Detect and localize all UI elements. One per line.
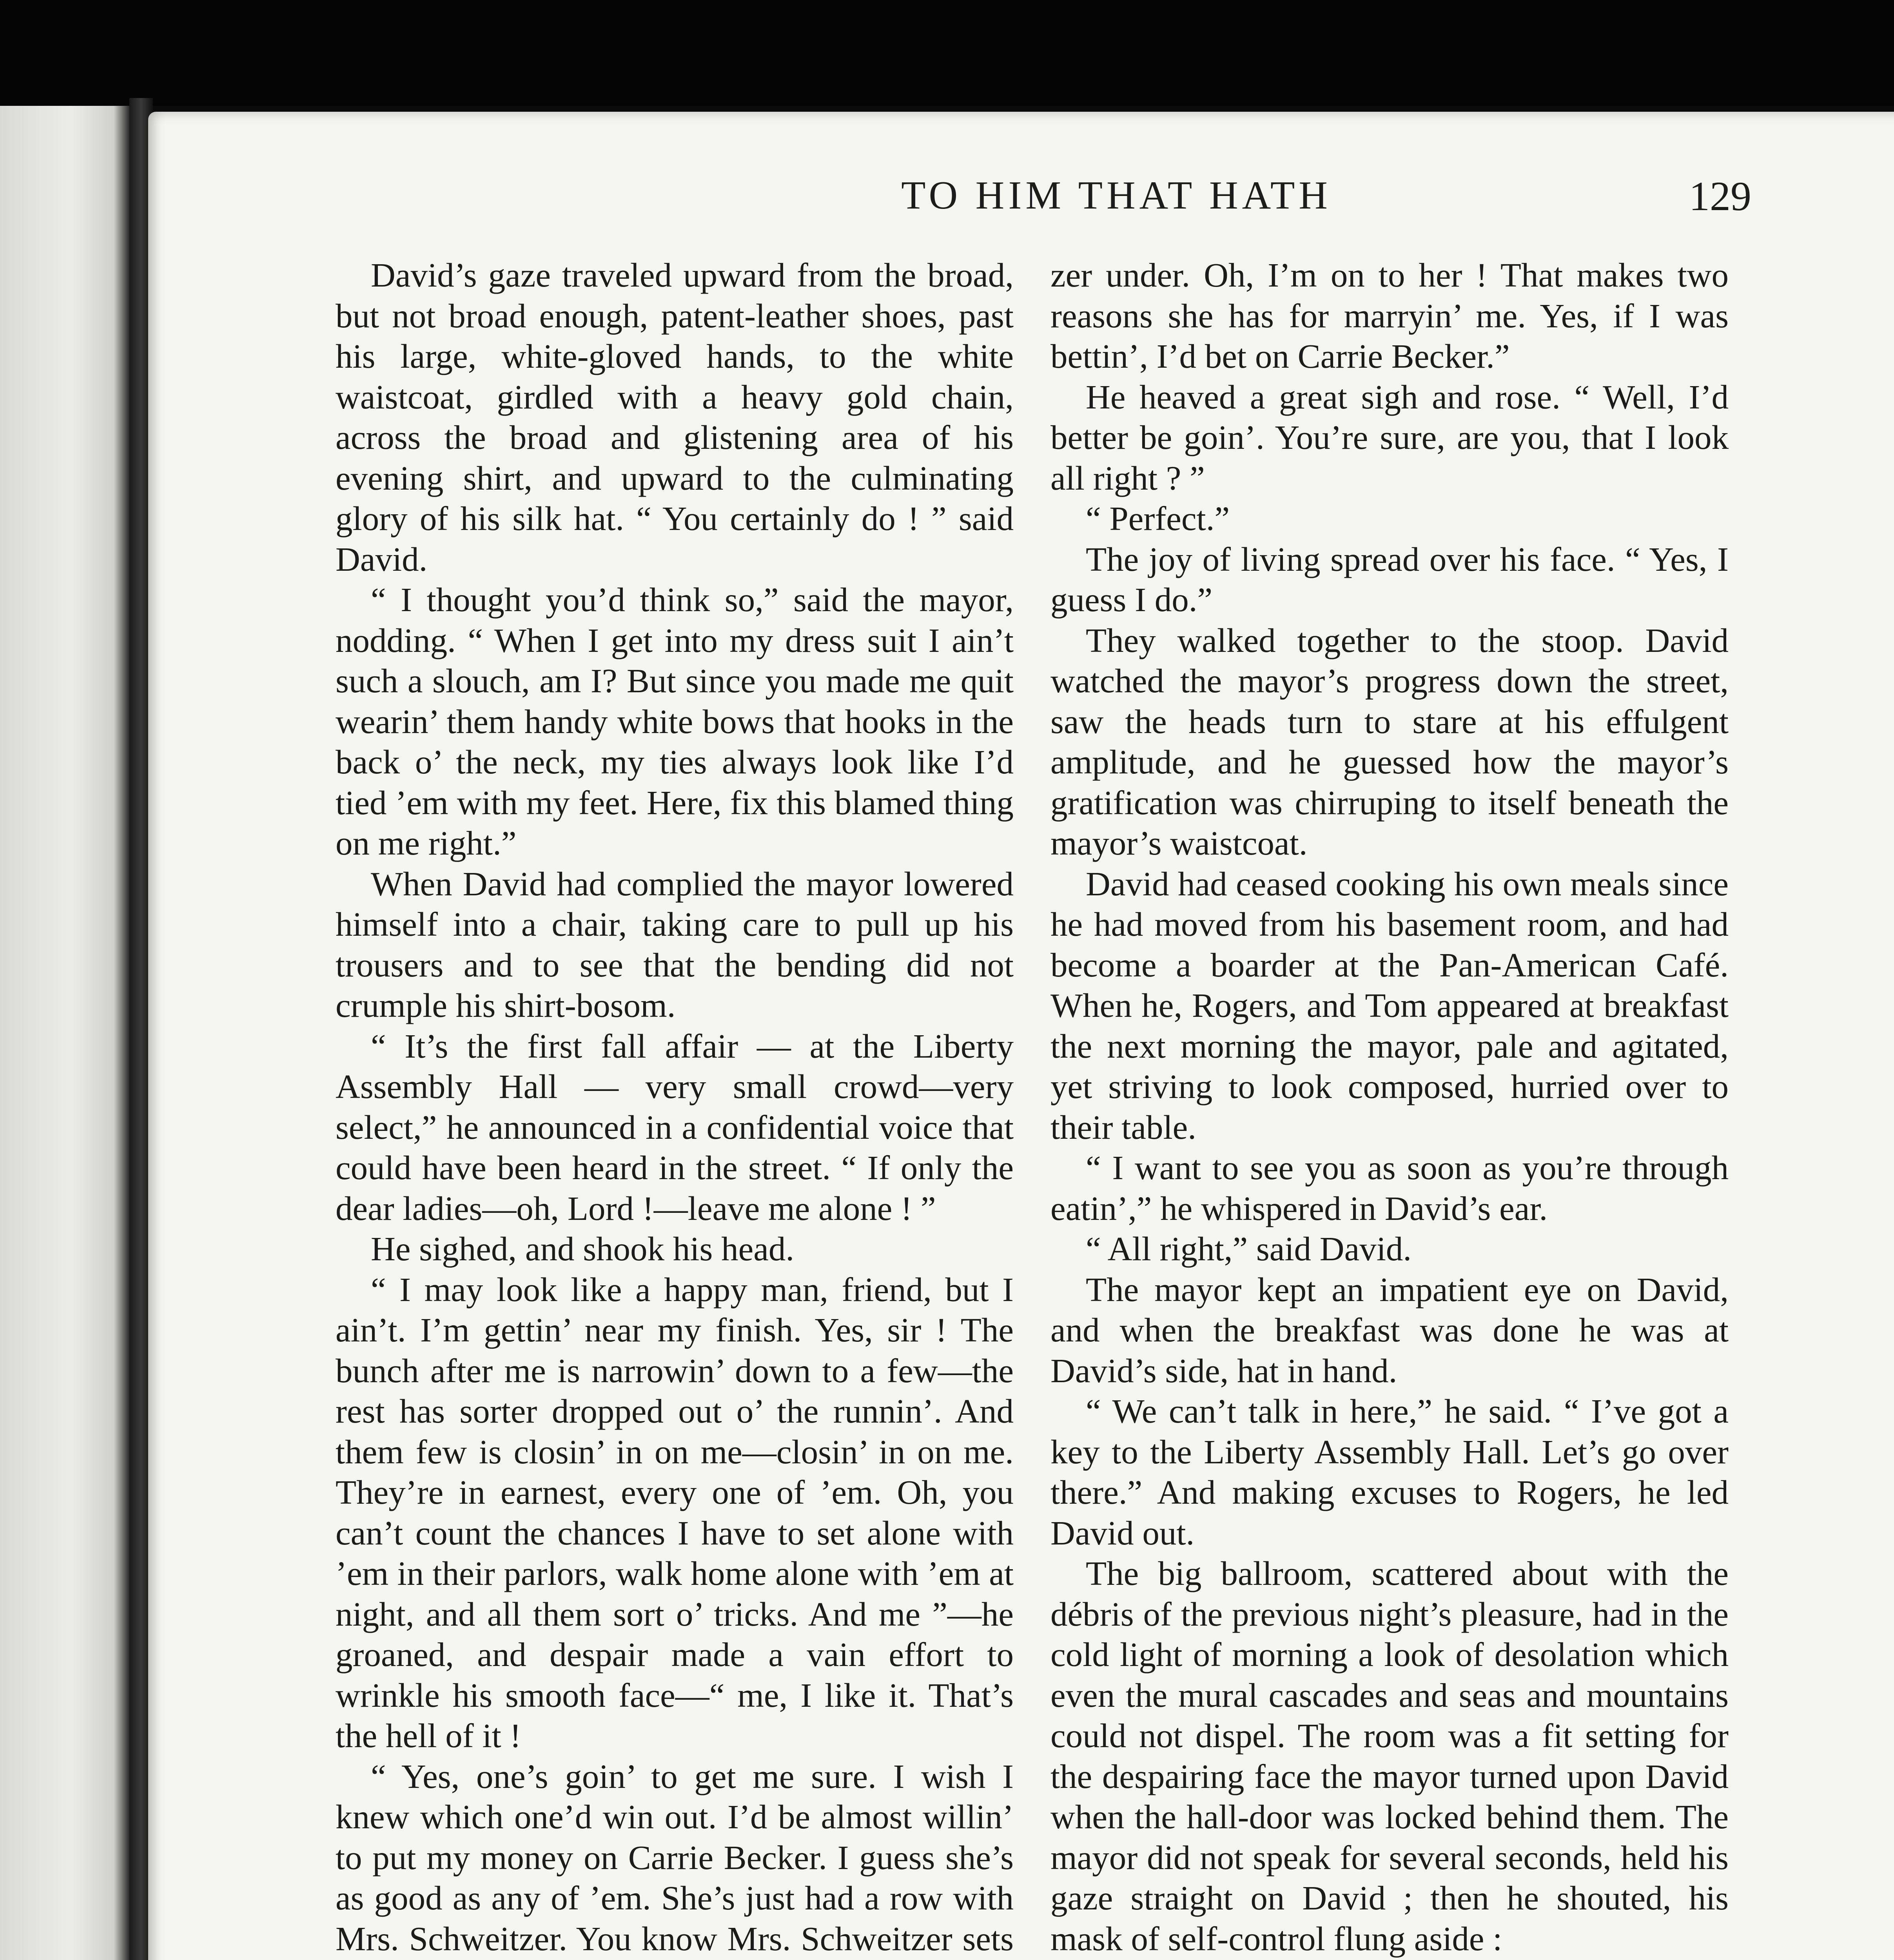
paragraph: “ I may look like a happy man, friend, but I ain’t. I’m gettin’ near my finish. Yes, sir ! The bunch after me is narrowin’ down to a few—the rest has sorter dropped out o’ the runnin’. And them few is closin’ in on me—closin’ in on me. They’re in earnest, every one of ’em. Oh, you can’t count the chances I have to set alone with ’em in their parlors, walk home alone with ’em at night, and all them sort o’ tricks. And me ”—he groaned, and despair made a vain effort to wrinkle his smooth face—“ me, I like it. That’s the hell of it ! <box>336 1270 1014 1755</box>
paragraph: “ Yes, one’s goin’ to get me sure. I wish I knew which one’d win out. I’d be almost willin’ to put my money on Carrie Becker. I guess she’s as good as any of ’em. She’s just had a row with Mrs. Schweitzer. You know Mrs. Schweitzer sets <box>336 1757 1014 1958</box>
paragraph-continued: zer under. Oh, I’m on to her ! That makes two reasons she has for marryin’ me. Yes, if I was bettin’, I’d bet on Carrie Becker.” <box>1050 256 1729 375</box>
right-text-column <box>1050 255 1729 1960</box>
page-header <box>148 172 1894 235</box>
paragraph: The joy of living spread over his face. “ Yes, I guess I do.” <box>1050 540 1729 619</box>
paragraph: He heaved a great sigh and rose. “ Well, I’d better be goin’. You’re sure, are you, that I look all right ? ” <box>1050 377 1729 497</box>
running-title: TO HIM THAT HATH <box>901 173 1332 218</box>
paragraph: “ It’s the first fall affair — at the Liberty Assembly Hall — very small crowd—very select,” he announced in a confidential voice that could have been heard in the street. “ If only the dear ladies—oh, Lord !—leave me alone ! ” <box>336 1027 1014 1227</box>
book-page <box>148 112 1894 1960</box>
paragraph: The mayor kept an impatient eye on David, and when the breakfast was done he was at David’s side, hat in hand. <box>1050 1270 1729 1390</box>
paragraph: “ Perfect.” <box>1086 499 1230 537</box>
left-text-column <box>336 255 1014 1960</box>
paragraph: “ I want to see you as soon as you’re through eatin’,” he whispered in David’s ear. <box>1050 1149 1729 1227</box>
paragraph: “ All right,” said David. <box>1086 1230 1412 1268</box>
facing-page-edge <box>0 106 129 1960</box>
paragraph: “ I thought you’d think so,” said the mayor, nodding. “ When I get into my dress suit I ain’t such a slouch, am I? But since you made me quit wearin’ them handy white bows that hooks in the back o’ the neck, my ties always look like I’d tied ’em with my feet. Here, fix this blamed thing on me right.” <box>336 581 1014 862</box>
page-number: 129 <box>1689 173 1751 219</box>
paragraph: David had ceased cooking his own meals since he had moved from his basement room, and had become a boarder at the Pan-American Café. When he, Rogers, and Tom appeared at breakfast the next morning the mayor, pale and agitated, yet striving to look composed, hurried over to their table. <box>1050 864 1729 1146</box>
top-dark-band <box>0 0 1894 106</box>
paragraph: “ We can’t talk in here,” he said. “ I’ve got a key to the Liberty Assembly Hall. Let’s go over there.” And making excuses to Rogers, he led David out. <box>1050 1392 1729 1552</box>
paragraph: When David had complied the mayor lowered himself into a chair, taking care to pull up his trousers and to see that the bending did not crumple his shirt-bosom. <box>336 864 1014 1024</box>
paragraph: They walked together to the stoop. David watched the mayor’s progress down the street, saw the heads turn to stare at his effulgent amplitude, and he guessed how the mayor’s gratification was chirruping to itself beneath the mayor’s waistcoat. <box>1050 621 1729 862</box>
paragraph: He sighed, and shook his head. <box>371 1230 795 1268</box>
paragraph: David’s gaze traveled upward from the broad, but not broad enough, patent-leather shoes, past his large, white-gloved hands, to the white waistcoat, girdled with a heavy gold chain, across the broad and glistening area of his evening shirt, and upward to the culminating glory of his silk hat. “ You certainly do ! ” said David. <box>336 256 1014 578</box>
paragraph: The big ballroom, scattered about with the débris of the previous night’s pleasure, had in the cold light of morning a look of desolation which even the mural cascades and seas and mountains could not dispel. The room was a fit setting for the despairing face the mayor turned upon David when the hall-door was locked behind them. The mayor did not speak for several seconds, held his gaze straight on David ; then he shouted, his mask of self-control flung aside : <box>1050 1554 1729 1958</box>
